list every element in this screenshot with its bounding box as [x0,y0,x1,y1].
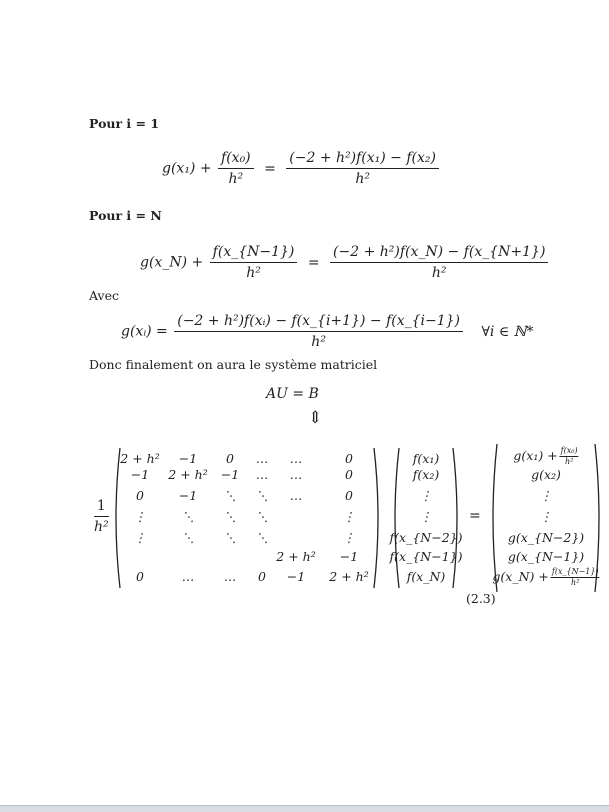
vector-b-fraction [551,568,600,587]
vector-u-entry: f(x_N) [406,569,446,584]
matrix-a-cell: … [255,451,269,466]
heading-pour-i-n: Pour i = N [89,208,162,223]
matrix-a-right-paren [372,446,384,590]
matrix-a-cell: 2 + h² [120,451,160,466]
vector-b-entry-text: g(x_N) + [492,569,549,584]
vector-b-entry [540,509,553,524]
matrix-a-cell: 2 + h² [168,467,208,482]
heading-avec: Avec [89,288,119,303]
eq3-forall: ∀i ∈ ℕ* [481,323,534,340]
eq1-den2: h² [355,171,370,187]
equation-i1 [162,150,441,187]
eq2-num2: (−2 + h²)f(x_N) − f(x_{N+1}) [330,244,548,263]
matrix-a-cell: −1 [130,467,150,482]
matrix-a-cell: ⋮ [342,530,356,545]
system-au-b: AU = B [266,386,319,402]
eq1-den1: h² [228,171,244,187]
matrix-a-cell: 2 + h² [276,549,316,564]
matrix-a-cell: … [289,488,303,503]
eq1-num1: f(x₀) [218,150,254,169]
equation-number: (2.3) [466,591,496,606]
vector-u-entry: f(x_{N−2}) [389,530,463,545]
matrix-a-cell: ⋱ [181,509,195,524]
matrix-a-cell: ⋱ [223,509,237,524]
matrix-a-cell: 0 [258,569,266,584]
vector-b-entry-text: g(x₂) [531,467,561,482]
matrix-a-cell: ⋮ [133,530,147,545]
vector-u-entry: ⋮ [419,488,433,503]
vector-b-entry-text: g(x₁) + [513,448,558,463]
matrix-a-cell: ⋮ [133,509,147,524]
matrix-a-cell: 0 [345,488,353,503]
vector-u-entry: f(x_{N−1}) [389,549,463,564]
vector-b-entry-text: ⋮ [539,509,553,524]
matrix-a-cell: … [255,467,269,482]
matrix-a-cell: 0 [136,488,144,503]
vector-b-fraction-num: f(x_{N−1}) [551,567,599,576]
matrix-a-cell: −1 [339,549,359,564]
prefactor-den: h² [94,519,109,535]
matrix-a-cell: ⋱ [181,530,195,545]
heading-donc: Donc finalement on aura le système matriciel [89,357,378,372]
eq1-fraction-1 [218,150,254,187]
matrix-equals: = [469,508,481,524]
vector-b-fraction-den: h² [564,457,574,466]
vector-b-entry [492,568,599,587]
vector-u-entry: f(x₁) [412,451,440,466]
vector-b-fraction-den: h² [571,578,580,587]
eq3-lhs: g(xᵢ) = [121,323,168,340]
matrix-a-cell: −1 [178,488,198,503]
eq1-num2: (−2 + h²)f(x₁) − f(x₂) [286,150,439,169]
matrix-a-left-paren [110,446,122,590]
eq2-den2: h² [431,265,447,281]
matrix-a-cell: … [223,569,237,584]
matrix-a-cell: 0 [226,451,234,466]
vector-b-entry [540,488,553,503]
vector-u-right-paren [451,446,463,590]
matrix-a-cell: ⋮ [342,509,356,524]
vector-b-fraction [560,447,579,466]
prefactor-num: 1 [94,498,109,517]
matrix-a-cell: … [181,569,195,584]
matrix-a-cell: ⋱ [223,488,237,503]
eq1-equals: = [264,160,276,177]
matrix-a-cell: 2 + h² [329,569,369,584]
vector-b-entry [531,467,561,482]
matrix-a-cell: ⋱ [255,488,269,503]
equation-iN [140,244,550,281]
equation-general [121,313,533,350]
prefactor-fraction [91,498,112,535]
vector-b-entry [508,530,584,545]
matrix-a-cell: −1 [178,451,198,466]
vector-u-entry: f(x₂) [412,467,440,482]
eq2-num1: f(x_{N−1}) [210,244,298,263]
eq3-den: h² [311,334,326,350]
eq1-fraction-2 [286,150,439,187]
vector-u-left-paren [389,446,401,590]
vector-b-entry [513,447,578,466]
vector-b-entry-text: ⋮ [539,488,553,503]
eq2-fraction-1 [210,244,298,281]
eq2-fraction-2 [330,244,548,281]
eq2-equals: = [307,254,320,271]
matrix-a-cell: 0 [136,569,144,584]
matrix-a-cell: 0 [345,467,353,482]
vector-b-entry [508,549,584,564]
heading-pour-i-1: Pour i = 1 [89,116,160,131]
eq1-lhs: g(x₁) + [162,160,212,177]
vector-u-entry: ⋮ [419,509,433,524]
matrix-a-cell: ⋱ [255,530,269,545]
vector-b-entry-text: g(x_{N−1}) [507,549,585,564]
vector-b-entry-text: g(x_{N−2}) [507,530,585,545]
eq3-num: (−2 + h²)f(xᵢ) − f(x_{i+1}) − f(x_{i−1}) [174,313,463,332]
matrix-a-cell: … [289,467,303,482]
eq3-fraction [174,313,463,350]
matrix-a-cell: … [289,451,303,466]
matrix-a-cell: ⋱ [255,509,269,524]
eq2-lhs: g(x_N) + [140,254,204,271]
matrix-a-cell: 0 [345,451,353,466]
matrix-a-cell: −1 [220,467,240,482]
matrix-a-cell: ⋱ [223,530,237,545]
equivalence-arrow: ⇕ [308,408,323,428]
matrix-a-cell: −1 [286,569,306,584]
eq2-den1: h² [246,265,261,281]
vector-b-fraction-num: f(x₀) [560,446,578,455]
